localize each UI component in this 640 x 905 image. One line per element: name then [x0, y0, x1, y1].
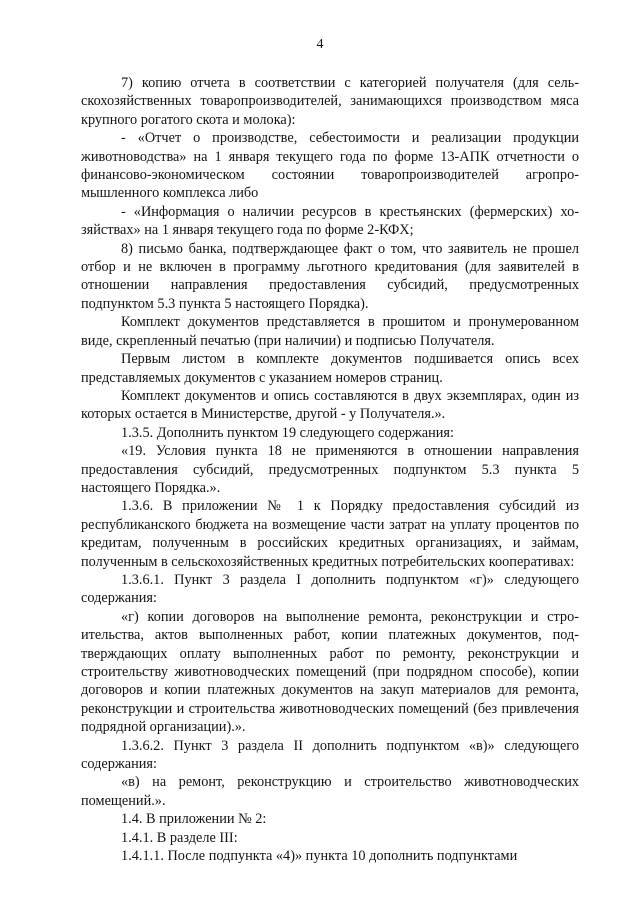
- page-number: 4: [316, 37, 324, 52]
- paragraph-1-3-6-2: 1.3.6.2. Пункт 3 раздела II дополнить подпунктом «в)» следующего содержания:: [81, 737, 579, 773]
- paragraph-1-3-6-1: 1.3.6.1. Пункт 3 раздела I дополнить подпунктом «г)» следующего содержания:: [81, 571, 579, 607]
- paragraph-subitem-g: «г) копии договоров на выполнение ремонта, реконструкции и строительства, актов выполненных работ, копии платежных документов, подтверждающих оплату выполненных работ по ремонту, реконструкции и строительству животноводческих помещений (при подрядном способе), копии договоров и копии платежных документов на закуп материалов для ремонта, реконструкции и строительства животноводческих помещений (без привлечения подрядной организации).».: [81, 608, 579, 736]
- document-body: [81, 74, 579, 865]
- paragraph-1-4-1: 1.4.1. В разделе III:: [121, 829, 238, 846]
- paragraph-point-19: «19. Условия пункта 18 не применяются в отношении направления предоставления субсидий, предусмотренных подпунктом 5.3 пункта 5 настоящего Порядка.».: [81, 443, 579, 496]
- paragraph-1-3-6: 1.3.6. В приложении № 1 к Порядку предоставления субсидий из республиканского бюджета на возмещение части затрат на уплату процентов по кредитам, полученным в российских кредитных организациях, и займам, полученным в сельскохозяйственных кредитных потребительских кооперативах:: [81, 498, 579, 570]
- paragraph-two-copies: Комплект документов и опись составляются в двух экземплярах, один из которых остается в Министерстве, другой - у Получателя.».: [81, 387, 579, 423]
- paragraph-item-7-report-copy: 7) копию отчета в соответствии с категорией получателя (для сельскохозяйственных товаропроизводителей, занимающихся производством мяса крупного рогатого скота и молока):: [81, 75, 579, 128]
- paragraph-1-3-5: 1.3.5. Дополнить пунктом 19 следующего содержания:: [121, 424, 454, 441]
- paragraph-subitem-v: «в) на ремонт, реконструкцию и строительство животноводческих помещений.».: [81, 774, 579, 809]
- paragraph-item-8-bank-letter: 8) письмо банка, подтверждающее факт о том, что заявитель не прошел отбор и не включен в программу льготного кредитования (для заявителей в отношении направления предоставления субсидий, предусмотренных подпунктом 5.3 пункта 5 настоящего Порядка).: [81, 240, 579, 312]
- paragraph-1-4-1-1: 1.4.1.1. После подпункта «4)» пункта 10 дополнить подпунктами: [121, 848, 518, 865]
- paragraph-1-4: 1.4. В приложении № 2:: [121, 811, 267, 828]
- paragraph-document-set: Комплект документов представляется в прошитом и пронумерованном виде, скрепленный печатью (при наличии) и подписью Получателя.: [81, 314, 579, 349]
- paragraph-info-2-kfh: - «Информация о наличии ресурсов в крестьянских (фермерских) хозяйствах» на 1 января текущего года по форме 2-КФХ;: [81, 203, 579, 239]
- paragraph-report-13-apk: - «Отчет о производстве, себестоимости и реализации продукции животноводства» на 1 января текущего года по форме 13-АПК отчетности о финансово-экономическом состоянии товаропроизводителей агропромышленного комплекса либо: [81, 130, 579, 202]
- paragraph-inventory-first-sheet: Первым листом в комплекте документов подшивается опись всех представляемых документов с указанием номеров страниц.: [81, 351, 579, 386]
